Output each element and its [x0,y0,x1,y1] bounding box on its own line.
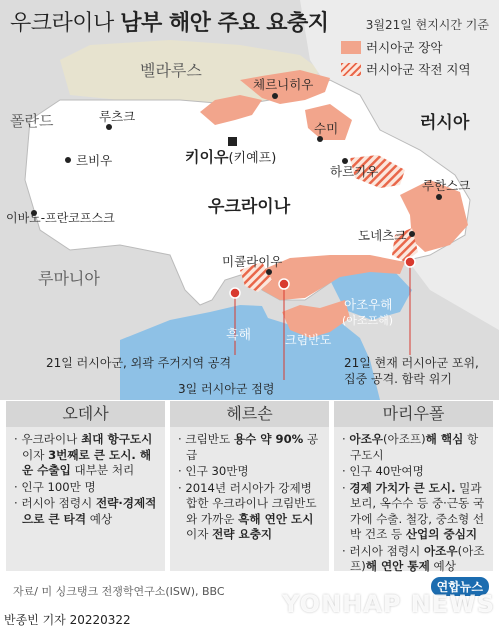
bullet-emphasis: 흑해 연안 도시 [238,511,314,526]
source-note: 자료/ 미 싱크탱크 전쟁학연구소(ISW), BBC [13,585,225,598]
bullet-emphasis: 아조우 [423,543,458,558]
card-title: 헤르손 [170,401,329,427]
kyiv-square [228,137,237,146]
bullet-emphasis: 아조우 [349,432,383,446]
card-divider [329,401,334,571]
card-list [334,427,493,575]
poland-label: 폴란드 [10,112,54,130]
mariupol-callout-line1: 21일 현재 러시아군 포위, [344,356,479,370]
bullet-text: (아조프) [382,432,426,446]
card-list [6,427,165,527]
bullet-text: 크림반도 [185,432,234,446]
yonhap-logo: 연합뉴스 [431,577,489,596]
bullet-text: 밀과 보리, 옥수수 등 중·근동 국가에 수출. 철강, 중소형 선박 건조 등 [350,480,485,541]
card-list [170,427,329,543]
date-note: 3월21일 현지시간 기준 [365,18,489,32]
card-mariupol [334,401,493,571]
luhansk-dot [436,194,442,200]
rivne-dot [65,157,71,163]
donetsk-dot [409,231,415,237]
card-bullet [178,464,323,480]
black-sea-label: 흑해 [226,328,252,343]
bullet-emphasis: 용수 약 90% [233,432,304,446]
luhansk-label: 루한스크 [422,178,471,193]
crimea-label: 크림반도 [285,333,332,347]
russia-label: 러시아 [420,113,470,133]
legend [341,36,489,80]
bullet-text: 러시아 점령시 [21,496,96,510]
card-bullet [342,432,487,463]
bullet-text: 이자 [186,527,213,541]
chernihiv-dot [272,93,278,99]
card-bullet [342,481,487,543]
card-bullet [178,432,323,463]
mykolaiv-dot [266,269,272,275]
card-odesa [6,401,165,571]
bullet-text: (아조프) [350,543,485,573]
ukraine-label: 우크라이나 [208,197,291,217]
donetsk-label: 도네츠크 [358,228,407,243]
card-bullet [342,464,487,480]
bullet-text: 이자 [22,447,49,462]
watermark: YONHAP NEWS [282,590,495,618]
bullet-emphasis: 최대 항구도시 [81,432,153,446]
page-title: 우크라이나 남부 해안 주요 요충지 [10,11,329,36]
card-bullet [178,481,323,543]
kyiv-label: 키이우(키예프) [185,148,277,166]
kharkiv-label: 하르키우 [330,164,379,179]
romania-label: 루마니아 [38,269,100,288]
sumy-dot [317,136,323,142]
lutsk-label: 루츠크 [99,109,136,124]
bullet-text: 인구 30만명 [185,464,249,478]
bullet-text: 인구 40만여명 [349,464,424,478]
bullet-emphasis: 3번째로 큰 도시. 해운 수출입 [22,447,152,477]
bullet-text: 인구 100만 명 [21,479,96,494]
bullet-text: 예상 [429,559,456,573]
bullet-emphasis: 해 핵심 [425,432,464,446]
odesa-marker [230,288,240,298]
card-title: 오데사 [6,401,165,427]
legend-occupied: 러시아군 장악 [341,36,489,58]
bullet-text: 공급 [186,432,319,462]
bullet-emphasis: 해 연안 통제 [365,559,430,573]
bullet-emphasis: 산업의 중심지 [405,527,478,541]
card-title: 마리우폴 [334,401,493,427]
legend-swatch-solid [341,41,361,54]
bullet-text: 대부분 처리 [70,463,135,477]
bullet-emphasis: 전략·경제적으로 큰 타격 [22,496,157,526]
byline: 반종빈 기자 20220322 [4,613,131,627]
bullet-text: 러시아 점령시 [349,543,424,558]
odesa-callout: 21일 러시아군, 외곽 주거지역 공격 [46,356,232,370]
mykolaiv-label: 미콜라이우 [222,254,283,269]
card-kherson [170,401,329,571]
card-bullet [342,544,487,575]
chernihiv-label: 체르니히우 [253,77,314,92]
legend-operation: 러시아군 작전 지역 [341,58,489,80]
kherson-callout: 3일 러시아군 점령 [178,382,275,396]
bullet-text: 예상 [86,511,113,526]
card-bullet [14,432,159,479]
lutsk-dot [106,124,112,130]
bullet-text: 우크라이나 [21,432,82,446]
azov-label: 아조우해 [344,297,393,312]
mariupol-marker [405,257,415,267]
belarus-label: 벨라루스 [140,61,202,80]
card-bullet [14,480,159,496]
rivne-label: 르비우 [76,153,113,168]
kherson-marker [279,279,289,289]
bullet-emphasis: 경제 가치가 큰 도시. [349,480,456,495]
mariupol-callout-line2: 집중 공격. 함락 위기 [344,372,452,386]
bullet-emphasis: 전략 요충지 [212,527,273,541]
ivano-label: 이바노-프란코프스크 [6,211,115,225]
bullet-text: 항구도시 [350,432,479,462]
sumy-label: 수미 [314,121,339,136]
azov-alt-label: (아조프해) [342,314,394,327]
legend-swatch-hatch [341,63,361,76]
card-bullet [14,496,159,527]
card-divider [165,401,170,571]
bullet-text: 2014년 러시아가 강제병합한 우크라이나 크림반도와 가까운 [185,480,317,526]
